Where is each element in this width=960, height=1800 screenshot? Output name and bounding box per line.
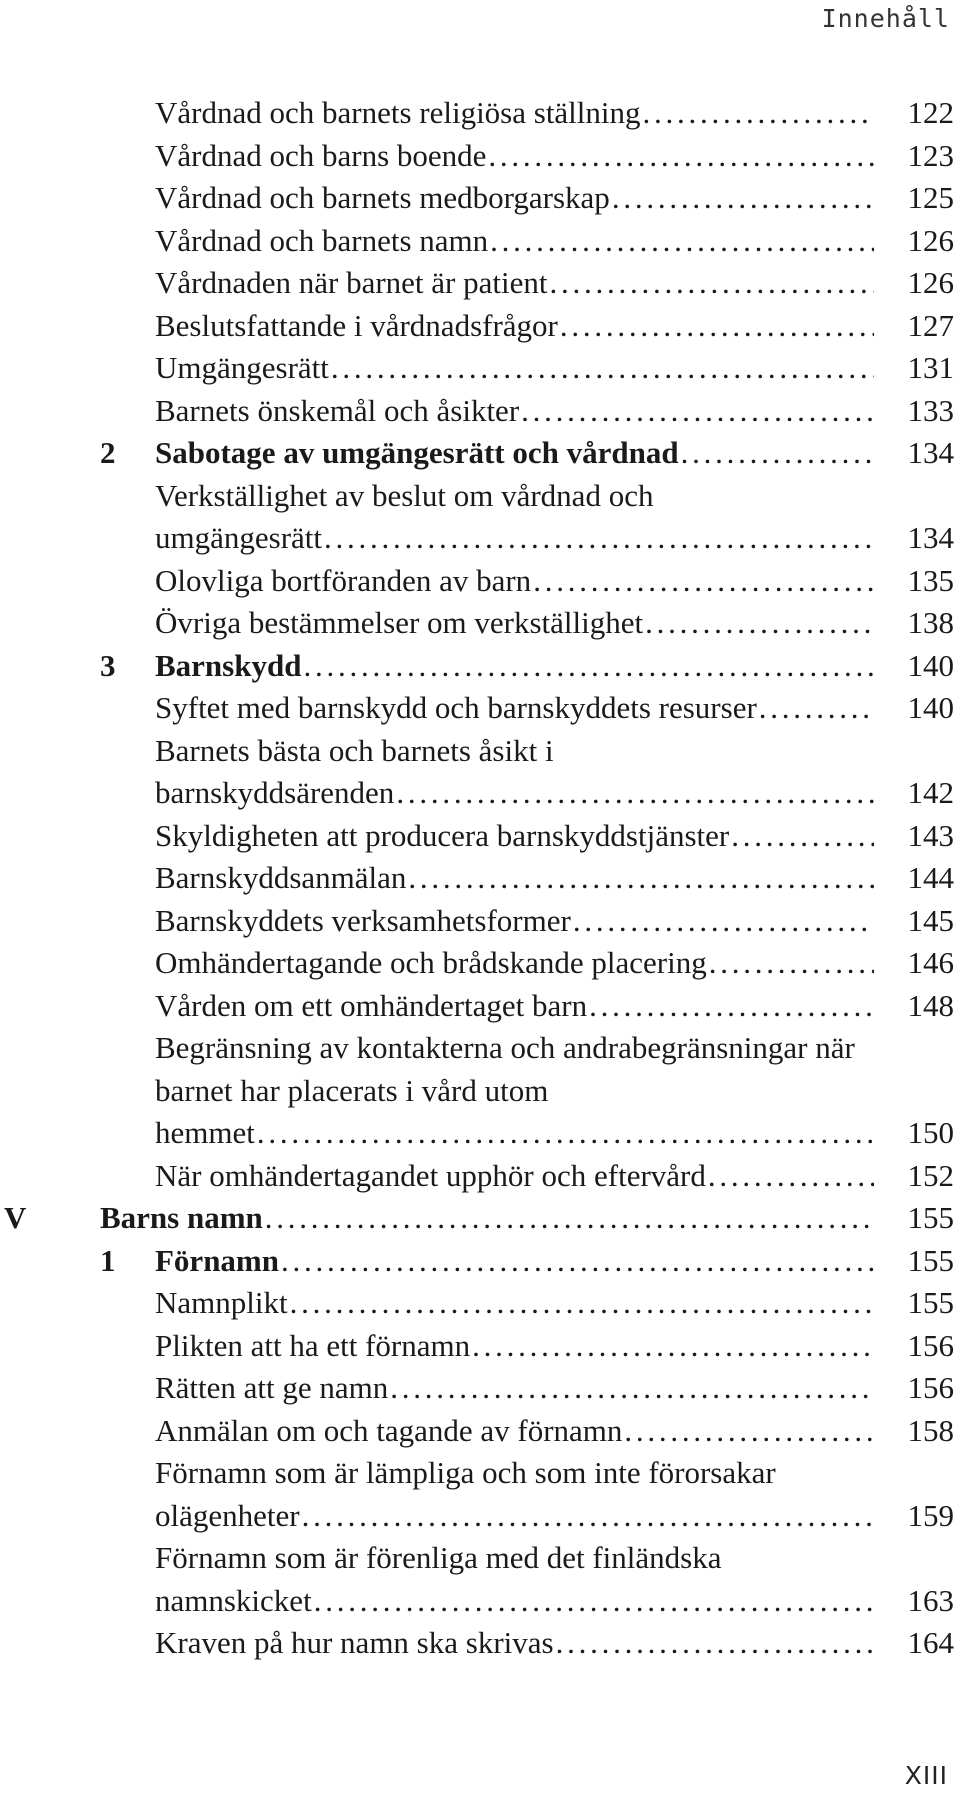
toc-entry[interactable] (0, 390, 960, 433)
toc-entry-title: barnskyddsärenden (155, 775, 395, 810)
dot-leader (331, 347, 874, 390)
toc-entry-page: 156 (907, 1370, 954, 1405)
dot-leader (472, 1325, 874, 1368)
toc-entry[interactable] (0, 135, 960, 178)
toc-entry-title: Omhändertagande och brådskande placering (155, 945, 707, 980)
toc-entry-title-line: Förnamn som är förenliga med det finländska (155, 1540, 722, 1575)
toc-entry-page: 158 (907, 1412, 954, 1448)
dot-leader (560, 305, 874, 348)
toc-entry-page: 155 (907, 1242, 954, 1278)
dot-leader (681, 432, 874, 475)
toc-entry-page: 156 (907, 1327, 954, 1363)
toc-entry[interactable] (0, 220, 960, 263)
dot-leader (533, 560, 874, 603)
toc-entry-title: Olovliga bortföranden av barn (155, 562, 532, 598)
toc-entry-title: Barnskyddets verksamhetsformer (155, 902, 571, 938)
toc-entry[interactable] (0, 1537, 960, 1622)
toc-entry-page: 134 (907, 435, 954, 470)
toc-entry-title: Rätten att ge namn (155, 1370, 389, 1405)
toc-entry-title: Anmälan om och tagande av förnamn (155, 1412, 623, 1448)
dot-leader (281, 1240, 874, 1283)
toc-entry-page: 140 (907, 647, 954, 683)
toc-entry-page: 134 (907, 520, 954, 555)
toc-entry-page: 138 (907, 605, 954, 640)
toc-chapter-number: 1 (100, 1242, 116, 1278)
page-number: XIII (904, 1761, 948, 1790)
toc-entry-title: Förnamn (155, 1242, 279, 1278)
dot-leader (549, 262, 874, 305)
toc-entry[interactable] (0, 985, 960, 1028)
toc-entry-page: 155 (907, 1285, 954, 1320)
toc-entry-page: 123 (907, 137, 954, 173)
toc-entry-title: Vårdnad och barnets namn (155, 222, 489, 258)
toc-entry-page: 125 (907, 180, 954, 215)
toc-entry[interactable] (0, 1027, 960, 1155)
toc-entry[interactable] (0, 942, 960, 985)
dot-leader (265, 1197, 874, 1240)
toc-entry-page: 126 (907, 265, 954, 300)
toc-entry[interactable] (0, 687, 960, 730)
toc-entry-page: 131 (907, 350, 954, 385)
toc-entry-page: 140 (907, 690, 954, 725)
toc-entry-title-line: Förnamn som är lämpliga och som inte förorsakar (155, 1455, 776, 1490)
toc-entry-title: När omhändertagandet upphör och eftervård (155, 1157, 706, 1193)
dot-leader (390, 1367, 874, 1410)
toc-entry-title: Barnskyddsanmälan (155, 860, 407, 895)
running-header: Innehåll (821, 4, 950, 33)
dot-leader (302, 1495, 874, 1538)
toc-entry-title-line: begränsningar när barnet har placerats i vård utom (155, 1030, 855, 1108)
toc-entry[interactable] (0, 815, 960, 858)
dot-leader (709, 942, 874, 985)
dot-leader (408, 857, 874, 900)
toc-entry[interactable] (0, 1367, 960, 1410)
toc-part-number: V (4, 1200, 27, 1235)
toc-chapter-number: 2 (100, 435, 116, 470)
toc-entry-page: 127 (907, 307, 954, 343)
dot-leader (759, 687, 874, 730)
toc-entry-title: Barnskydd (155, 647, 302, 683)
toc-entry-title: Kraven på hur namn ska skrivas (155, 1625, 554, 1660)
toc-entry-page: 159 (907, 1497, 954, 1533)
dot-leader (488, 135, 874, 178)
dot-leader (708, 1155, 874, 1198)
toc-entry-title: Sabotage av umgängesrätt och vårdnad (155, 435, 679, 470)
toc-entry[interactable] (0, 1197, 960, 1240)
toc-entry-page: 163 (907, 1582, 954, 1618)
toc-entry-page: 164 (907, 1625, 954, 1660)
toc-entry-page: 150 (907, 1115, 954, 1150)
dot-leader (521, 390, 874, 433)
toc-entry-title: Vården om ett omhändertaget barn (155, 987, 588, 1023)
toc-entry-title: Vårdnad och barnets religiösa ställning (155, 95, 641, 130)
toc-entry-title: Barns namn (100, 1200, 263, 1235)
toc-entry-page: 142 (907, 775, 954, 810)
toc-entry[interactable] (0, 1622, 960, 1665)
toc-entry[interactable] (0, 645, 960, 688)
toc-entry[interactable] (0, 602, 960, 645)
dot-leader (490, 220, 874, 263)
table-of-contents (0, 92, 960, 1665)
toc-entry-page: 126 (907, 222, 954, 258)
toc-entry[interactable] (0, 305, 960, 348)
toc-entry[interactable] (0, 1452, 960, 1537)
toc-entry[interactable] (0, 900, 960, 943)
toc-entry-title: Beslutsfattande i vårdnadsfrågor (155, 307, 558, 343)
toc-entry-page: 145 (907, 902, 954, 938)
toc-entry-title-line: Barnets bästa och barnets åsikt i (155, 732, 554, 768)
toc-entry[interactable] (0, 432, 960, 475)
toc-entry-title: Övriga bestämmelser om verkställighet (155, 605, 644, 640)
toc-entry-title: namnskicket (155, 1582, 312, 1618)
dot-leader (303, 645, 874, 688)
toc-entry[interactable] (0, 1155, 960, 1198)
toc-entry-page: 122 (907, 95, 954, 130)
toc-entry-page: 133 (907, 392, 954, 428)
toc-entry-title: Namnplikt (155, 1285, 288, 1320)
toc-entry[interactable] (0, 1410, 960, 1453)
toc-entry-title-line: Begränsning av kontakterna och andra (155, 1030, 632, 1065)
toc-entry-title: Vårdnad och barns boende (155, 137, 487, 173)
dot-leader (589, 985, 874, 1028)
dot-leader (643, 92, 874, 135)
toc-entry-page: 146 (907, 945, 954, 980)
dot-leader (612, 177, 874, 220)
dot-leader (556, 1622, 874, 1665)
dot-leader (257, 1112, 874, 1155)
dot-leader (314, 1580, 874, 1623)
toc-entry-title: Umgängesrätt (155, 350, 329, 385)
dot-leader (290, 1282, 874, 1325)
dot-leader (731, 815, 874, 858)
toc-entry-title: Barnets önskemål och åsikter (155, 392, 520, 428)
toc-entry[interactable] (0, 92, 960, 135)
toc-chapter-number: 3 (100, 647, 116, 683)
toc-entry-title: Skyldigheten att producera barnskyddstjänster (155, 817, 730, 853)
dot-leader (324, 517, 874, 560)
toc-entry-page: 148 (907, 987, 954, 1023)
toc-entry[interactable] (0, 857, 960, 900)
toc-entry-page: 135 (907, 562, 954, 598)
toc-entry-title: Vårdnaden när barnet är patient (155, 265, 548, 300)
toc-entry[interactable] (0, 1240, 960, 1283)
toc-entry-page: 143 (907, 817, 954, 853)
toc-entry-page: 144 (907, 860, 954, 895)
toc-entry-title: Syftet med barnskydd och barnskyddets resurser (155, 690, 757, 725)
toc-entry-title: umgängesrätt (155, 520, 323, 555)
toc-entry-title: Plikten att ha ett förnamn (155, 1327, 471, 1363)
dot-leader (573, 900, 874, 943)
toc-entry-title: Vårdnad och barnets medborgarskap (155, 180, 610, 215)
toc-entry-page: 155 (907, 1200, 954, 1235)
toc-entry[interactable] (0, 475, 960, 560)
toc-entry-title: olägenheter (155, 1497, 300, 1533)
toc-entry[interactable] (0, 730, 960, 815)
toc-entry-title-line: Verkställighet av beslut om vårdnad och (155, 477, 654, 513)
toc-entry[interactable] (0, 262, 960, 305)
toc-entry-title: hemmet (155, 1115, 255, 1150)
dot-leader (396, 772, 874, 815)
dot-leader (624, 1410, 874, 1453)
toc-entry[interactable] (0, 1282, 960, 1325)
toc-entry[interactable] (0, 1325, 960, 1368)
toc-entry[interactable] (0, 560, 960, 603)
dot-leader (645, 602, 874, 645)
toc-entry-page: 152 (907, 1157, 954, 1193)
toc-entry[interactable] (0, 347, 960, 390)
toc-entry[interactable] (0, 177, 960, 220)
